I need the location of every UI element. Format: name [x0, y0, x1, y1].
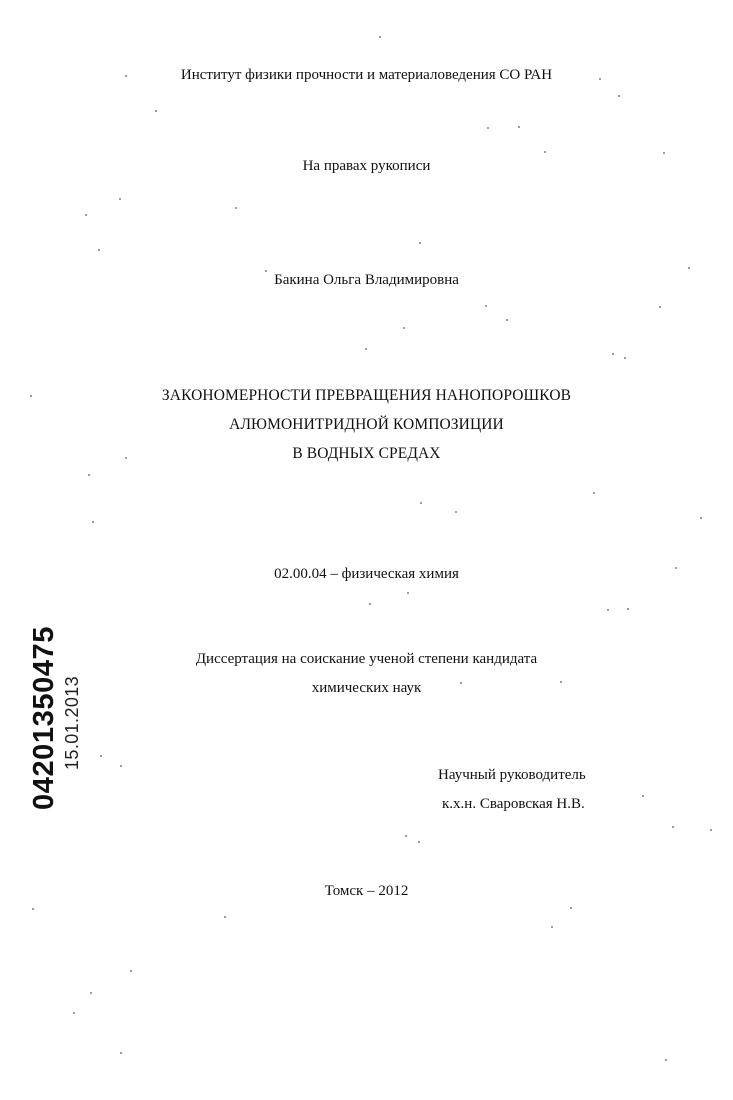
stamp-number: 04201350475 [28, 625, 60, 810]
specialty-code: 02.00.04 – физическая химия [274, 566, 459, 582]
degree-line-1: Диссертация на соискание ученой степени кандидата [195, 651, 538, 667]
thesis-title-line-3: В ВОДНЫХ СРЕДАХ [292, 445, 441, 462]
thesis-title-line-2: АЛЮМОНИТРИДНОЙ КОМПОЗИЦИИ [229, 416, 504, 433]
supervisor-label: Научный руководитель [438, 767, 586, 783]
stamp-date: 15.01.2013 [62, 675, 82, 770]
supervisor-name: к.х.н. Сваровская Н.В. [442, 796, 585, 812]
degree-line-2: химических наук [311, 680, 422, 696]
rights-note: На правах рукописи [302, 158, 431, 174]
author-name: Бакина Ольга Владимировна [274, 272, 459, 288]
thesis-title-line-1: ЗАКОНОМЕРНОСТИ ПРЕВРАЩЕНИЯ НАНОПОРОШКОВ [161, 387, 572, 404]
city-year: Томск – 2012 [324, 883, 409, 899]
institute-name: Институт физики прочности и материаловедения СО РАН [180, 67, 553, 83]
